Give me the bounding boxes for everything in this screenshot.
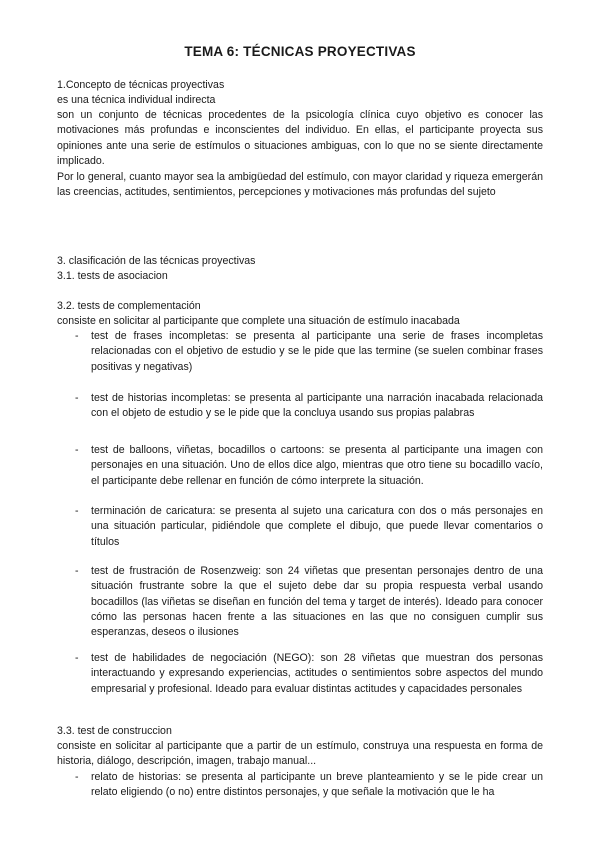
bullet-dash: -: [75, 771, 79, 783]
list-item-text: test de habilidades de negociación (NEGO): son 28 viñetas que muestran dos personas interactuando y expresando experiencias, actitudes o sentimientos sobre aspectos del mundo empresarial y profesional. Ideado para evaluar distintas actitudes y capacidades personales: [91, 652, 543, 695]
bullet-dash: -: [75, 565, 79, 577]
section-1-heading: 1.Concepto de técnicas proyectivas: [57, 79, 225, 91]
list-item-text: relato de historias: se presenta al participante un breve planteamiento y se le pide crear un relato eligiendo (o no) entre distintos personajes, y que señale la motivación que le ha: [91, 771, 543, 799]
page-title: TEMA 6: TÉCNICAS PROYECTIVAS: [184, 44, 416, 59]
list-item-text: terminación de caricatura: se presenta al sujeto una caricatura con dos o más personajes en una situación particular, pidiéndole que complete el dibujo, que puede llevar comentarios o títulos: [91, 505, 543, 548]
bullet-dash: -: [75, 330, 79, 342]
subsection-3-3-heading: 3.3. test de construccion: [57, 725, 172, 737]
bullet-dash: -: [75, 444, 79, 456]
bullet-dash: -: [75, 652, 79, 664]
list-item-text: test de historias incompletas: se presenta al participante una narración inacabada relacionada con el objeto de estudio y se le pide que la concluya usando sus propias palabras: [91, 392, 543, 420]
list-item-text: test de frases incompletas: se presenta al participante una serie de frases incompletas relacionadas con el objetivo de estudio y se le pide que las termine (se suelen combinar frases positivas y negativas): [91, 330, 543, 373]
section-1-paragraph-1: son un conjunto de técnicas procedentes de la psicología clínica cuyo objetivo es conocer las motivaciones más profundas e inconscientes del individuo. En ellas, el participante proyecta sus opiniones ante una serie de estímulos o situaciones ambiguas, con lo que no se siente directamente implicado.: [57, 109, 543, 167]
section-1-subheading: es una técnica individual indirecta: [57, 94, 216, 106]
subsection-3-2-heading: 3.2. tests de complementación: [57, 300, 201, 312]
list-item-text: test de balloons, viñetas, bocadillos o cartoons: se presenta al participante una imagen con personajes en una situación. Uno de ellos dice algo, mientras que otro tiene su bocadillo vacío, el participante debe rellenar en función de cómo interprete la situación.: [91, 444, 543, 487]
subsection-3-1-heading: 3.1. tests de asociacion: [57, 270, 168, 282]
list-item-text: test de frustración de Rosenzweig: son 24 viñetas que presentan personajes dentro de una situación frustrante sobre la que el sujeto debe dar su propia respuesta verbal usando bocadillos (las viñetas se diseñan en función del tema y target de interés). Ideado para conocer cómo las personas hacen frente a las situaciones en las que no consiguen cumplir sus esperanzas, deseos o ilusiones: [91, 565, 543, 639]
bullet-dash: -: [75, 505, 79, 517]
section-3-heading: 3. clasificación de las técnicas proyectivas: [57, 255, 256, 267]
section-1-paragraph-2: Por lo general, cuanto mayor sea la ambigüedad del estímulo, con mayor claridad y riqueza emergerán las creencias, actitudes, sentimientos, percepciones y motivaciones más profundas del sujeto: [57, 171, 543, 199]
bullet-dash: -: [75, 392, 79, 404]
subsection-3-2-description: consiste en solicitar al participante que complete una situación de estímulo inacabada: [57, 315, 460, 327]
subsection-3-3-description: consiste en solicitar al participante que a partir de un estímulo, construya una respuesta en forma de historia, diálogo, descripción, imagen, trabajo manual...: [57, 740, 543, 768]
